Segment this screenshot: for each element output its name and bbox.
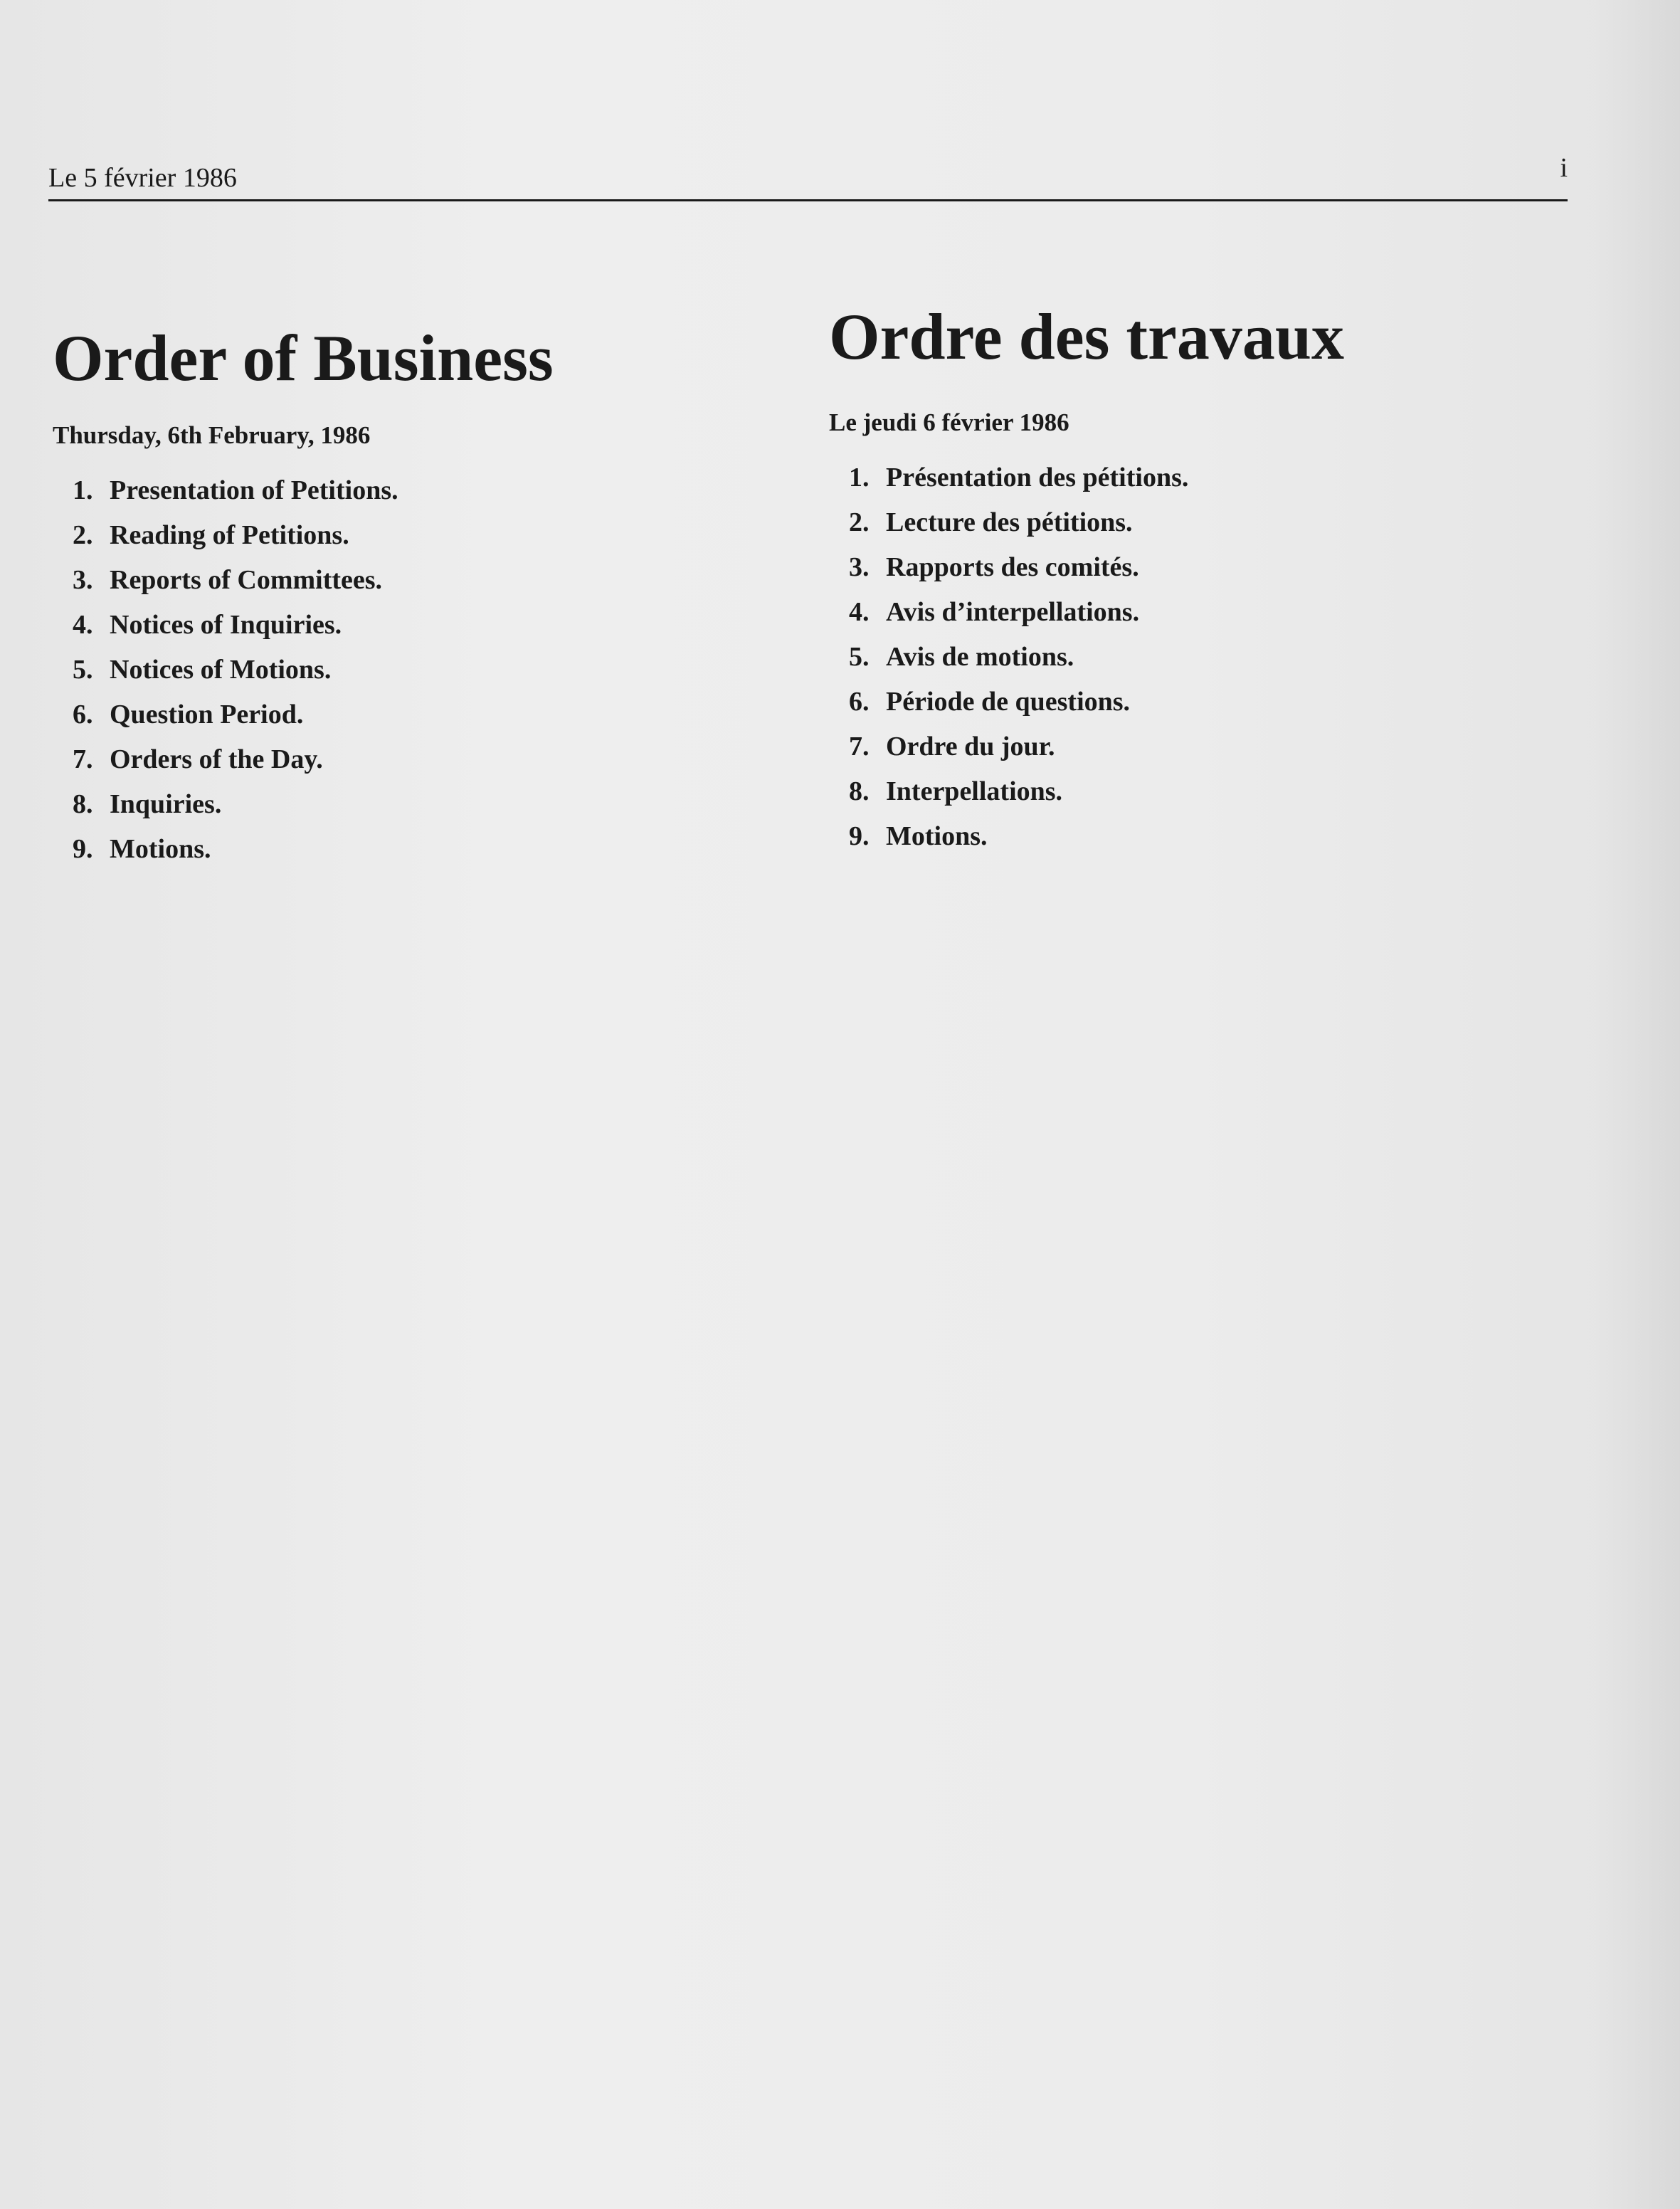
list-item bbox=[849, 814, 1583, 859]
item-number: 5. bbox=[849, 641, 870, 672]
item-label: Orders of the Day. bbox=[110, 744, 323, 774]
english-title: Order of Business bbox=[53, 322, 554, 394]
item-number: 1. bbox=[73, 475, 93, 505]
list-item bbox=[73, 558, 807, 603]
list-item bbox=[73, 782, 807, 827]
english-column bbox=[53, 324, 807, 872]
item-label: Question Period. bbox=[110, 699, 304, 729]
item-label: Rapports des comités. bbox=[886, 552, 1139, 582]
list-item bbox=[849, 680, 1583, 724]
item-number: 7. bbox=[73, 744, 93, 774]
list-item bbox=[73, 827, 807, 872]
item-number: 3. bbox=[849, 552, 870, 582]
item-label: Presentation of Petitions. bbox=[110, 475, 398, 505]
item-number: 2. bbox=[849, 507, 870, 537]
item-label: Lecture des pétitions. bbox=[886, 507, 1133, 537]
page-number: i bbox=[1560, 153, 1568, 183]
page-header bbox=[48, 153, 1568, 201]
item-number: 4. bbox=[849, 596, 870, 627]
list-item bbox=[73, 513, 807, 558]
item-label: Motions. bbox=[886, 821, 988, 851]
item-label: Avis de motions. bbox=[886, 641, 1074, 672]
french-order-list bbox=[829, 455, 1583, 859]
item-label: Interpellations. bbox=[886, 776, 1063, 806]
list-item bbox=[849, 455, 1583, 500]
list-item bbox=[849, 590, 1583, 635]
list-item bbox=[849, 545, 1583, 590]
item-number: 6. bbox=[849, 686, 870, 717]
item-label: Ordre du jour. bbox=[886, 731, 1055, 761]
item-label: Notices of Motions. bbox=[110, 654, 332, 685]
french-date: Le jeudi 6 février 1986 bbox=[829, 408, 1069, 436]
list-item bbox=[849, 724, 1583, 769]
english-date: Thursday, 6th February, 1986 bbox=[53, 421, 371, 449]
header-date: Le 5 février 1986 bbox=[48, 163, 237, 193]
item-number: 4. bbox=[73, 609, 93, 640]
list-item bbox=[73, 648, 807, 692]
item-label: Motions. bbox=[110, 833, 211, 864]
item-label: Avis d’interpellations. bbox=[886, 596, 1140, 627]
item-number: 8. bbox=[73, 789, 93, 819]
list-item bbox=[73, 737, 807, 782]
english-order-list bbox=[53, 468, 807, 872]
item-label: Inquiries. bbox=[110, 789, 222, 819]
list-item bbox=[73, 603, 807, 648]
item-label: Présentation des pétitions. bbox=[886, 462, 1189, 492]
list-item bbox=[849, 635, 1583, 680]
item-label: Reading of Petitions. bbox=[110, 520, 349, 550]
french-column bbox=[829, 302, 1583, 859]
list-item bbox=[849, 769, 1583, 814]
item-label: Période de questions. bbox=[886, 686, 1131, 717]
item-label: Notices of Inquiries. bbox=[110, 609, 342, 640]
item-number: 3. bbox=[73, 564, 93, 595]
item-label: Reports of Committees. bbox=[110, 564, 383, 595]
item-number: 1. bbox=[849, 462, 870, 492]
item-number: 8. bbox=[849, 776, 870, 806]
list-item bbox=[73, 692, 807, 737]
item-number: 6. bbox=[73, 699, 93, 729]
item-number: 9. bbox=[849, 821, 870, 851]
page-edge-shadow bbox=[1595, 0, 1680, 2209]
item-number: 9. bbox=[73, 833, 93, 864]
list-item bbox=[73, 468, 807, 513]
list-item bbox=[849, 500, 1583, 545]
french-title: Ordre des travaux bbox=[829, 300, 1345, 373]
item-number: 7. bbox=[849, 731, 870, 761]
item-number: 2. bbox=[73, 520, 93, 550]
item-number: 5. bbox=[73, 654, 93, 685]
